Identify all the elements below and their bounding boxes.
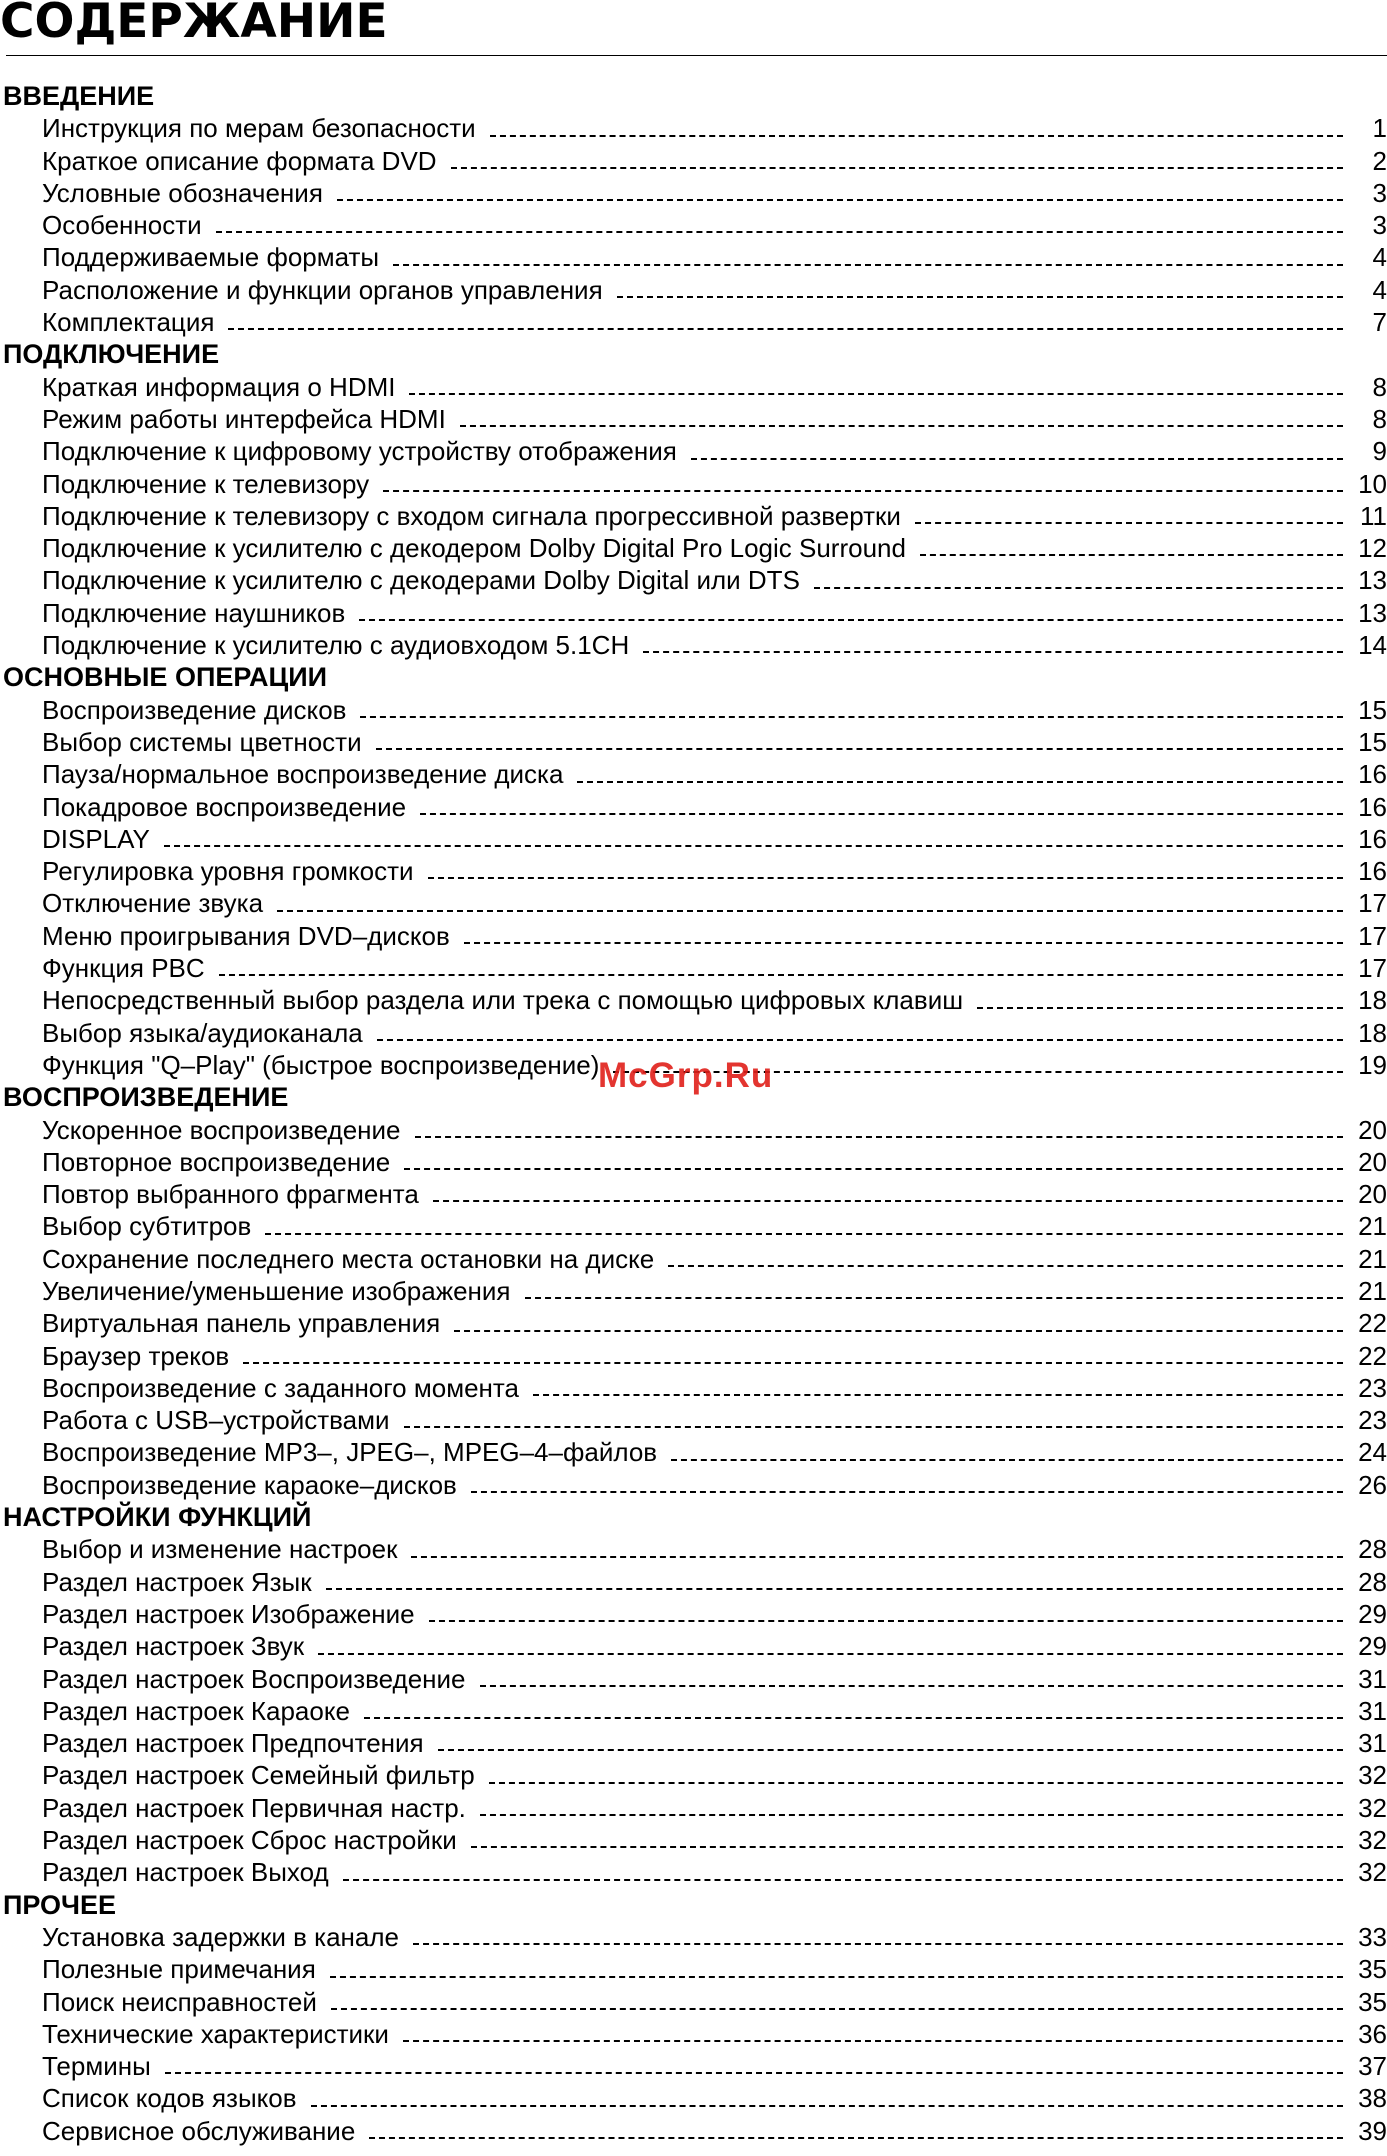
toc-entry-label: Подключение наушников [42, 597, 346, 628]
toc-page-number: 16 [1358, 759, 1387, 790]
toc-entry-label: Пауза/нормальное воспроизведение диска [42, 759, 564, 790]
dot-leader [311, 2105, 1343, 2107]
toc-entry[interactable] [0, 791, 1387, 823]
toc-page-number: 29 [1358, 1598, 1387, 1629]
section-title: ПРОЧЕЕ [3, 1889, 117, 1920]
toc-page-number: 8 [1372, 371, 1387, 402]
dot-leader [364, 1717, 1343, 1719]
toc-entry[interactable] [0, 1469, 1387, 1501]
toc-entry-label: Регулировка уровня громкости [42, 856, 414, 887]
toc-entry-label: Браузер треков [42, 1340, 230, 1371]
section-title: ПОДКЛЮЧЕНИЕ [3, 339, 220, 370]
toc-page-number: 16 [1358, 791, 1387, 822]
toc-entry-label: Краткое описание формата DVD [42, 145, 437, 176]
toc-page-number: 35 [1358, 1986, 1387, 2017]
toc-page-number: 3 [1372, 210, 1387, 241]
toc-entry[interactable] [0, 1146, 1387, 1178]
dot-leader [403, 2040, 1343, 2042]
toc-entry[interactable] [0, 2050, 1387, 2082]
toc-entry-label: Подключение к усилителю с декодерами Dolby Digital или DTS [42, 565, 800, 596]
toc-entry[interactable] [0, 1275, 1387, 1307]
dot-leader [533, 1394, 1343, 1396]
toc-entry[interactable] [0, 274, 1387, 306]
toc-page-number: 36 [1358, 2018, 1387, 2049]
dot-leader [977, 1007, 1343, 1009]
toc-entry-label: Подключение к телевизору [42, 468, 370, 499]
toc-entry[interactable] [0, 1727, 1387, 1759]
toc-section [0, 661, 1387, 1081]
toc-entry-label: Воспроизведение с заданного момента [42, 1372, 519, 1403]
toc-entry-label: Раздел настроек Сброс настройки [42, 1825, 457, 1856]
dot-leader [404, 1426, 1343, 1428]
dot-leader [643, 651, 1343, 653]
toc-entry-label: Термины [42, 2051, 151, 2082]
toc-page-number: 13 [1358, 565, 1387, 596]
toc-entry[interactable] [0, 1404, 1387, 1436]
dot-leader [577, 781, 1343, 783]
table-of-contents [0, 80, 1387, 2147]
dot-leader [433, 1200, 1343, 1202]
dot-leader [429, 1620, 1343, 1622]
toc-page-number: 28 [1358, 1566, 1387, 1597]
dot-leader [409, 393, 1343, 395]
toc-entry[interactable] [0, 145, 1387, 177]
toc-page-number: 4 [1372, 274, 1387, 305]
dot-leader [471, 1491, 1343, 1493]
dot-leader [415, 1136, 1344, 1138]
toc-page-number: 32 [1358, 1825, 1387, 1856]
dot-leader [330, 1976, 1343, 1978]
toc-entry-label: Непосредственный выбор раздела или трека с помощью цифровых клавиш [42, 985, 964, 1016]
toc-entry[interactable] [0, 2018, 1387, 2050]
toc-page-number: 21 [1358, 1243, 1387, 1274]
toc-page-number: 3 [1372, 177, 1387, 208]
toc-entry[interactable] [0, 1566, 1387, 1598]
toc-entry[interactable] [0, 952, 1387, 984]
dot-leader [377, 1039, 1343, 1041]
toc-page-number: 39 [1358, 2115, 1387, 2146]
toc-entry-label: Выбор системы цветности [42, 726, 362, 757]
dot-leader [376, 748, 1343, 750]
toc-entry-label: Функция "Q–Play" (быстрое воспроизведение) [42, 1049, 600, 1080]
toc-entry[interactable] [0, 435, 1387, 467]
dot-leader [318, 1653, 1343, 1655]
toc-page-number: 21 [1358, 1275, 1387, 1306]
toc-entry[interactable] [0, 1210, 1387, 1242]
toc-entry[interactable] [0, 306, 1387, 338]
toc-page-number: 37 [1358, 2051, 1387, 2082]
dot-leader [343, 1879, 1343, 1881]
toc-entry[interactable] [0, 920, 1387, 952]
dot-leader [326, 1588, 1343, 1590]
toc-entry-label: Выбор субтитров [42, 1211, 252, 1242]
dot-leader [525, 1297, 1343, 1299]
toc-entry-label: Ускоренное воспроизведение [42, 1114, 401, 1145]
toc-entry[interactable] [0, 984, 1387, 1016]
toc-page-number: 20 [1358, 1179, 1387, 1210]
toc-page-number: 38 [1358, 2083, 1387, 2114]
toc-entry[interactable] [0, 1243, 1387, 1275]
toc-entry-label: Раздел настроек Звук [42, 1631, 305, 1662]
dot-leader [164, 845, 1343, 847]
toc-entry-label: Полезные примечания [42, 1954, 316, 1985]
toc-page-number: 23 [1358, 1372, 1387, 1403]
toc-entry[interactable] [0, 532, 1387, 564]
toc-page-number: 19 [1358, 1049, 1387, 1080]
toc-entry[interactable] [0, 2082, 1387, 2114]
toc-page-number: 31 [1358, 1695, 1387, 1726]
toc-entry-label: Работа с USB–устройствами [42, 1405, 390, 1436]
section-title: ВВЕДЕНИЕ [3, 81, 155, 111]
toc-entry[interactable] [0, 1824, 1387, 1856]
toc-page-number: 15 [1358, 694, 1387, 725]
dot-leader [337, 199, 1343, 201]
toc-entry-label: Комплектация [42, 307, 215, 338]
dot-leader [219, 974, 1343, 976]
toc-page-number: 18 [1358, 1017, 1387, 1048]
toc-page-number: 32 [1358, 1857, 1387, 1888]
toc-entry[interactable] [0, 758, 1387, 790]
toc-entry-label: Условные обозначения [42, 177, 323, 208]
toc-entry-label: Подключение к усилителю с аудиовходом 5.1CH [42, 630, 630, 661]
toc-page-number: 12 [1358, 533, 1387, 564]
dot-leader [668, 1265, 1343, 1267]
toc-page-number: 2 [1372, 145, 1387, 176]
toc-entry[interactable] [0, 1953, 1387, 1985]
dot-leader [460, 425, 1343, 427]
toc-entry[interactable] [0, 1436, 1387, 1468]
dot-leader [814, 587, 1343, 589]
toc-section [0, 80, 1387, 338]
toc-entry[interactable] [0, 726, 1387, 758]
toc-entry[interactable] [0, 1663, 1387, 1695]
toc-section [0, 1081, 1387, 1501]
toc-entry-label: Повторное воспроизведение [42, 1146, 391, 1177]
toc-entry[interactable] [0, 1114, 1387, 1146]
toc-entry[interactable] [0, 177, 1387, 209]
toc-entry-label: Подключение к усилителю с декодером Dolby Digital Pro Logic Surround [42, 533, 906, 564]
toc-page-number: 22 [1358, 1308, 1387, 1339]
toc-page-number: 8 [1372, 403, 1387, 434]
toc-entry-label: Раздел настроек Воспроизведение [42, 1663, 466, 1694]
toc-page-number: 4 [1372, 242, 1387, 273]
toc-page-number: 29 [1358, 1631, 1387, 1662]
toc-page-number: 31 [1358, 1663, 1387, 1694]
toc-page-number: 15 [1358, 726, 1387, 757]
toc-entry-label: Меню проигрывания DVD–дисков [42, 920, 450, 951]
dot-leader [438, 1749, 1343, 1751]
toc-page-number: 7 [1372, 307, 1387, 338]
toc-entry-label: Раздел настроек Первичная настр. [42, 1792, 466, 1823]
toc-entry-label: Установка задержки в канале [42, 1921, 399, 1952]
toc-entry[interactable] [0, 629, 1387, 661]
watermark: McGrp.Ru [598, 1056, 774, 1095]
toc-page-number: 1 [1372, 113, 1387, 144]
dot-leader [411, 1556, 1343, 1558]
toc-entry-label: Раздел настроек Изображение [42, 1598, 415, 1629]
dot-leader [454, 1330, 1343, 1332]
toc-entry-label: Расположение и функции органов управления [42, 274, 603, 305]
toc-page-number: 32 [1358, 1792, 1387, 1823]
dot-leader [464, 942, 1343, 944]
dot-leader [428, 877, 1343, 879]
title-divider [6, 55, 1387, 56]
toc-entry[interactable] [0, 1986, 1387, 2018]
toc-entry-label: Повтор выбранного фрагмента [42, 1179, 419, 1210]
toc-section [0, 1889, 1387, 2147]
toc-page-number: 21 [1358, 1211, 1387, 1242]
toc-entry[interactable] [0, 823, 1387, 855]
toc-entry[interactable] [0, 855, 1387, 887]
dot-leader [691, 458, 1343, 460]
toc-entry-label: Поиск неисправностей [42, 1986, 317, 2017]
dot-leader [265, 1233, 1343, 1235]
dot-leader [617, 296, 1343, 298]
toc-page-number: 23 [1358, 1405, 1387, 1436]
toc-entry-label: Воспроизведение дисков [42, 694, 347, 725]
toc-section [0, 1501, 1387, 1889]
toc-entry[interactable] [0, 1372, 1387, 1404]
toc-entry-label: Воспроизведение караоке–дисков [42, 1469, 457, 1500]
toc-entry-label: DISPLAY [42, 823, 150, 854]
dot-leader [216, 231, 1343, 233]
toc-entry[interactable] [0, 112, 1387, 144]
toc-page-number: 10 [1358, 468, 1387, 499]
toc-entry[interactable] [0, 694, 1387, 726]
toc-page-number: 32 [1358, 1760, 1387, 1791]
dot-leader [420, 813, 1343, 815]
toc-page-number: 18 [1358, 985, 1387, 1016]
toc-page-number: 22 [1358, 1340, 1387, 1371]
toc-entry-label: Краткая информация о HDMI [42, 371, 396, 402]
toc-entry[interactable] [0, 241, 1387, 273]
toc-entry-label: Сохранение последнего места остановки на диске [42, 1243, 655, 1274]
toc-entry[interactable] [0, 2115, 1387, 2147]
dot-leader [920, 554, 1343, 556]
toc-entry[interactable] [0, 1178, 1387, 1210]
toc-entry-label: Выбор языка/аудиоканала [42, 1017, 363, 1048]
page-title: СОДЕРЖАНИЕ [0, 0, 388, 49]
toc-entry[interactable] [0, 1630, 1387, 1662]
toc-page-number: 24 [1358, 1437, 1387, 1468]
dot-leader [915, 522, 1343, 524]
toc-page-number: 20 [1358, 1114, 1387, 1145]
toc-entry-label: Отключение звука [42, 888, 264, 919]
toc-entry[interactable] [0, 209, 1387, 241]
toc-page-number: 20 [1358, 1146, 1387, 1177]
dot-leader [360, 716, 1343, 718]
section-title: НАСТРОЙКИ ФУНКЦИЙ [3, 1502, 312, 1533]
dot-leader [480, 1685, 1344, 1687]
toc-entry-label: Технические характеристики [42, 2018, 389, 2049]
toc-entry-label: Раздел настроек Семейный фильтр [42, 1760, 475, 1791]
toc-entry-label: Подключение к цифровому устройству отображения [42, 436, 677, 467]
toc-entry[interactable] [0, 1856, 1387, 1888]
toc-page-number: 31 [1358, 1728, 1387, 1759]
toc-entry-label: Увеличение/уменьшение изображения [42, 1275, 511, 1306]
toc-page-number: 17 [1358, 953, 1387, 984]
dot-leader [228, 328, 1343, 330]
toc-entry[interactable] [0, 564, 1387, 596]
toc-entry[interactable] [0, 500, 1387, 532]
toc-entry[interactable] [0, 403, 1387, 435]
toc-page-number: 13 [1358, 597, 1387, 628]
toc-entry-label: Выбор и изменение настроек [42, 1534, 398, 1565]
toc-page-number: 16 [1358, 823, 1387, 854]
toc-entry-label: Виртуальная панель управления [42, 1308, 441, 1339]
dot-leader [243, 1362, 1343, 1364]
dot-leader [383, 490, 1343, 492]
toc-entry[interactable] [0, 597, 1387, 629]
toc-page-number: 35 [1358, 1954, 1387, 1985]
toc-entry[interactable] [0, 887, 1387, 919]
toc-entry[interactable] [0, 1759, 1387, 1791]
dot-leader [359, 619, 1343, 621]
toc-page-number: 9 [1372, 436, 1387, 467]
toc-entry[interactable] [0, 1792, 1387, 1824]
dot-leader [413, 1943, 1343, 1945]
toc-entry-label: Функция PBC [42, 953, 205, 984]
toc-entry[interactable] [0, 1695, 1387, 1727]
toc-entry-label: Список кодов языков [42, 2083, 297, 2114]
toc-entry[interactable] [0, 1921, 1387, 1953]
toc-entry[interactable] [0, 1533, 1387, 1565]
toc-page-number: 14 [1358, 630, 1387, 661]
toc-entry-label: Сервисное обслуживание [42, 2115, 356, 2146]
toc-entry-label: Раздел настроек Язык [42, 1566, 312, 1597]
toc-entry[interactable] [0, 371, 1387, 403]
dot-leader [471, 1846, 1343, 1848]
dot-leader [480, 1814, 1343, 1816]
dot-leader [671, 1459, 1343, 1461]
dot-leader [490, 135, 1343, 137]
toc-page-number: 26 [1358, 1469, 1387, 1500]
toc-entry-label: Раздел настроек Караоке [42, 1695, 350, 1726]
toc-entry-label: Воспроизведение MP3–, JPEG–, MPEG–4–файлов [42, 1437, 658, 1468]
toc-page-number: 17 [1358, 920, 1387, 951]
toc-page-number: 11 [1360, 500, 1387, 531]
dot-leader [489, 1782, 1343, 1784]
toc-section [0, 338, 1387, 661]
dot-leader [404, 1168, 1343, 1170]
toc-entry-label: Инструкция по мерам безопасности [42, 113, 476, 144]
dot-leader [393, 264, 1343, 266]
toc-entry[interactable] [0, 1340, 1387, 1372]
toc-entry[interactable] [0, 1598, 1387, 1630]
toc-entry[interactable] [0, 1307, 1387, 1339]
toc-page-number: 33 [1358, 1921, 1387, 1952]
section-title: ВОСПРОИЗВЕДЕНИЕ [3, 1082, 289, 1113]
dot-leader [331, 2008, 1343, 2010]
dot-leader [165, 2072, 1343, 2074]
dot-leader [277, 910, 1343, 912]
dot-leader [369, 2137, 1343, 2139]
toc-entry-label: Особенности [42, 210, 202, 241]
toc-entry-label: Раздел настроек Предпочтения [42, 1728, 424, 1759]
toc-entry-label: Подключение к телевизору с входом сигнала прогрессивной развертки [42, 500, 901, 531]
toc-page-number: 28 [1358, 1534, 1387, 1565]
toc-entry-label: Поддерживаемые форматы [42, 242, 380, 273]
toc-entry[interactable] [0, 1017, 1387, 1049]
toc-page-number: 17 [1358, 888, 1387, 919]
toc-entry-label: Режим работы интерфейса HDMI [42, 403, 446, 434]
toc-entry-label: Раздел настроек Выход [42, 1857, 329, 1888]
dot-leader [451, 167, 1343, 169]
toc-entry-label: Покадровое воспроизведение [42, 791, 407, 822]
toc-page-number: 16 [1358, 856, 1387, 887]
section-title: ОСНОВНЫЕ ОПЕРАЦИИ [3, 662, 328, 693]
toc-entry[interactable] [0, 468, 1387, 500]
